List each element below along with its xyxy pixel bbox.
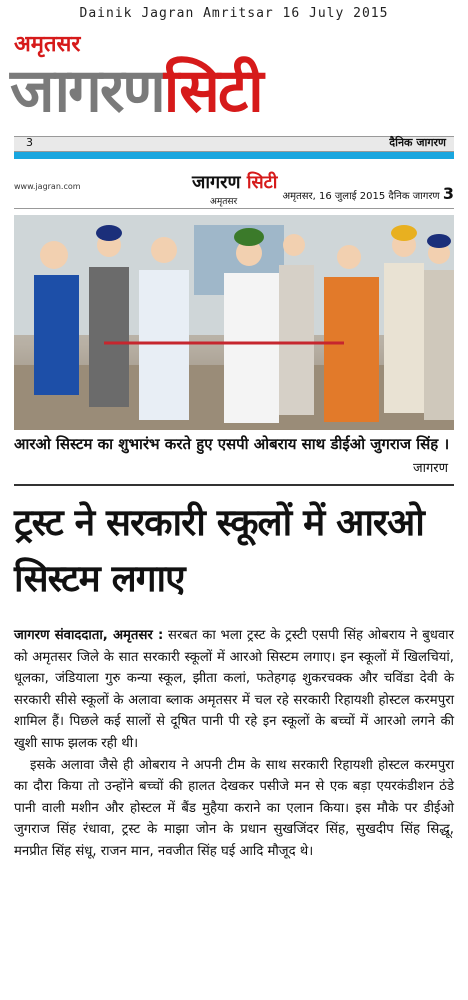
caption-text: आरओ सिस्टम का शुभारंभ करते हुए एसपी ओबराय साथ डीईओ जुगराज सिंह । [14, 435, 450, 453]
article-headline: ट्रस्ट ने सरकारी स्कूलों में आरओ सिस्टम लगाए [14, 501, 424, 600]
running-logo-sub: अमृतसर [210, 197, 238, 207]
running-date [282, 184, 454, 203]
news-photo [14, 215, 454, 430]
strip-paper-name: दैनिक जागरण [389, 136, 446, 149]
article-body [14, 625, 454, 863]
running-logo [192, 170, 277, 194]
paragraph-2: इसके अलावा जैसे ही ओबराय ने अपनी टीम के साथ सरकारी रिहायशी होस्टल करमपुरा का दौरा किया तो उन्होंने बच्चों की हालत देखकर पसीजे मन से एक बड़ा एयरकंडीशन ठंडे पानी वाली मशीन और होस्टल में बैंड मुहैया कराने का एलान किया। इस मौके पर डीईओ जुगराज सिंह रंधावा, ट्रस्ट के माझा जोन के प्रधान सुखजिंदर सिंह, सुखदीप सिंह सिद्धू, मनप्रीत सिंह संधू, राजन मान, नवजीत सिंह घई आदि मौजूद थे। [14, 757, 454, 859]
paragraph-1 [14, 625, 454, 755]
blue-divider [14, 152, 454, 159]
running-date-text: अमृतसर, 16 जुलाई 2015 [282, 191, 386, 202]
masthead-city: अमृतसर [14, 32, 81, 57]
site-url: www.jagran.com [14, 182, 81, 191]
paragraph-1-text: सरबत का भला ट्रस्ट के ट्रस्टी एसपी सिंह ओबराय ने बुधवार को अमृतसर जिले के सात सरकारी स्कूलों में आरओ सिस्टम लगाए। इन स्कूलों में खिलचियां, धूलका, जंडियाला गुरु कन्या स्कूल, झीता कलां, फतेहगढ़ शुकरचक्क और चविंडा देवी के सरकारी सीसे स्कूलों के अलावा ब्लाक अमृतसर में चल रहे सरकारी रिहायशी होस्टल करमपुरा शामिल हैं। पिछले कई सालों से दूषित पानी पी रहे इन स्कूलों के बच्चों में आरओ लगने की खुशी साफ झलक रही थी। [14, 628, 454, 751]
page-strip [14, 136, 454, 152]
strip-page-number: 3 [26, 136, 33, 149]
dateline: जागरण संवाददाता, अमृतसर : [14, 628, 164, 643]
masthead-brand-accent: सिटी [163, 56, 262, 126]
running-logo-main: जागरण [192, 172, 241, 193]
masthead [10, 26, 460, 136]
photo-caption [14, 432, 454, 486]
edition-line: Dainik Jagran Amritsar 16 July 2015 [79, 6, 389, 21]
masthead-brand-main: जागरण [10, 56, 164, 126]
running-page-number: 3 [442, 184, 454, 203]
masthead-brand [10, 56, 262, 126]
running-head [14, 170, 454, 209]
running-paper-name: दैनिक जागरण [388, 191, 440, 202]
group-photo-illustration [14, 215, 454, 430]
running-logo-accent: सिटी [246, 172, 278, 193]
photo-credit: जागरण [412, 461, 448, 476]
